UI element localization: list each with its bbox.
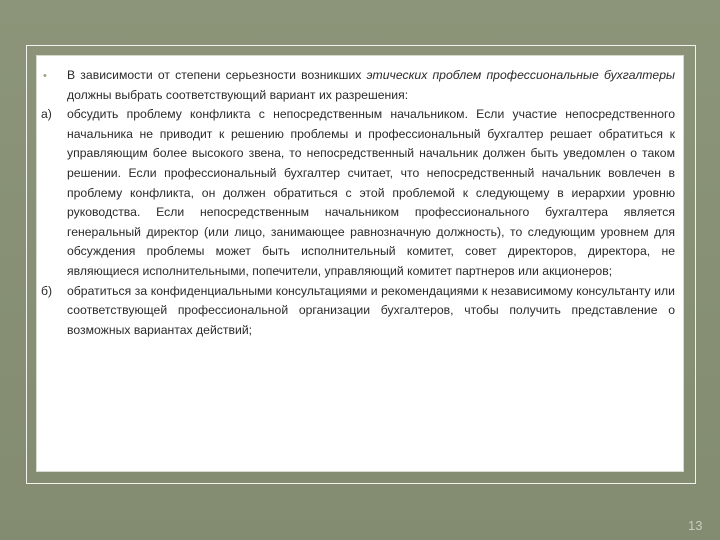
page-number: 13	[688, 518, 703, 533]
list-item-b-text: обратиться за конфиденциальными консультациями и рекомендациями к независимому консультанту или соответствующей профессиональной организации бухгалтеров, чтобы получить представление о возможных вариантах действий;	[67, 283, 675, 337]
list-marker-a: а)	[41, 107, 52, 122]
bullet-icon: •	[43, 70, 47, 82]
list-marker-b: б)	[41, 283, 53, 298]
list-item-a	[41, 105, 675, 281]
list-item-a-text: обсудить проблему конфликта с непосредственным начальником. Если участие непосредственного начальника не приводит к решению проблемы и профессиональный бухгалтер решает обратиться к управляющим более высокого звена, то непосредственный начальник должен быть уведомлен о таком решении. Если профессиональный бухгалтер считает, что непосредственный начальник вовлечен в проблему конфликта, он должен обратиться с этой проблемой к следующему в иерархии уровню руководства. Если непосредственным начальником профессионального бухгалтера является генеральный директор (или лицо, занимающее равнозначную должность), то следующим уровнем для обсуждения проблемы может быть исполнительный комитет, совет директоров, директора, не являющиеся исполнительными, попечители, управляющий комитет партнеров или акционеров;	[67, 107, 675, 278]
content-panel	[36, 55, 684, 472]
intro-text: В зависимости от степени серьезности возникших	[67, 68, 367, 82]
intro-text-end: должны выбрать соответствующий вариант их разрешения:	[67, 87, 409, 102]
intro-paragraph	[41, 66, 675, 105]
text-block	[41, 66, 675, 340]
list-item-b	[41, 282, 675, 341]
intro-italic-text: этических проблем профессиональные бухгалтеры	[366, 68, 675, 82]
